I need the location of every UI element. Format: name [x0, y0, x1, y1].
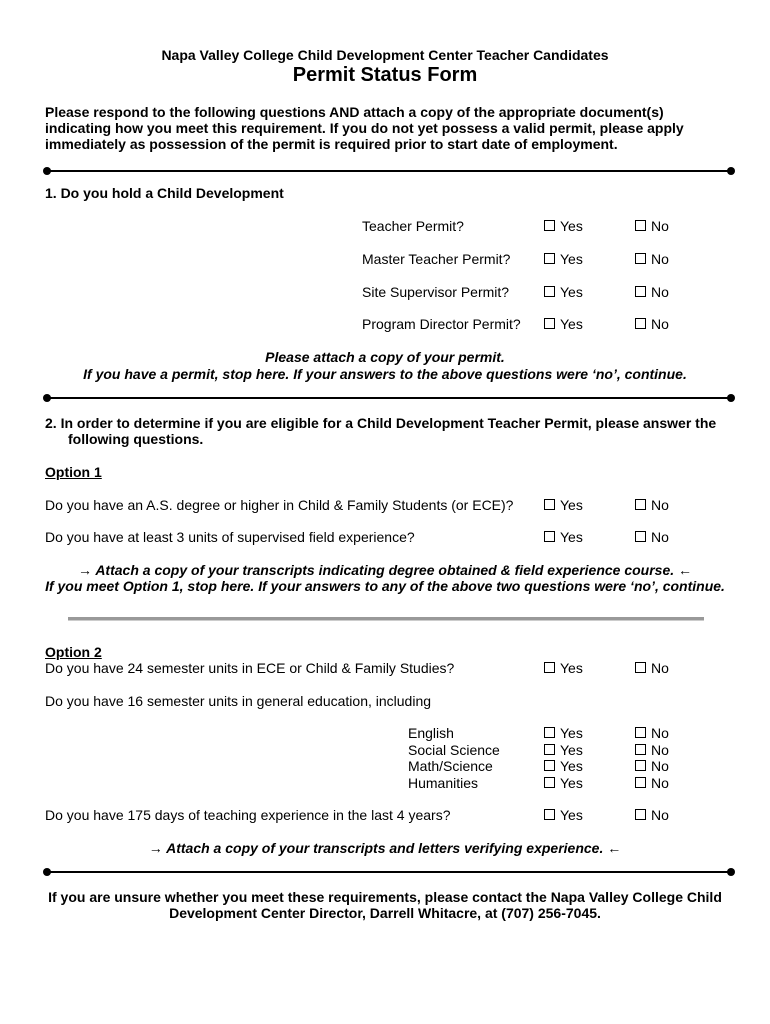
checkbox-icon — [635, 253, 646, 264]
checkbox-icon — [544, 531, 555, 542]
subject-math-science: Math/Science — [408, 758, 493, 774]
footer-line-1: If you are unsure whether you meet these requirements, please contact the Napa Valley College Child — [48, 889, 722, 905]
option1-q-field-experience: Do you have at least 3 units of supervised field experience? — [45, 529, 415, 545]
q1-director-yes[interactable]: Yes — [544, 316, 583, 332]
checkbox-icon — [635, 809, 646, 820]
q1-note-stop: If you have a permit, stop here. If your answers to the above questions were ‘no’, continue. — [83, 366, 687, 382]
q1-director-no[interactable]: No — [635, 316, 669, 332]
checkbox-icon — [544, 744, 555, 755]
option2-units-yes[interactable]: Yes — [544, 660, 583, 676]
divider — [47, 170, 731, 172]
math-science-yes[interactable]: Yes — [544, 758, 583, 774]
checkbox-icon — [635, 286, 646, 297]
q1-site-supervisor-permit: Site Supervisor Permit? — [362, 284, 510, 300]
q1-note-attach: Please attach a copy of your permit. — [265, 349, 505, 365]
option2-units-no[interactable]: No — [635, 660, 669, 676]
option1-note-attach: → Attach a copy of your transcripts indicating degree obtained & field experience course. ← — [77, 562, 693, 578]
intro-line-1: Please respond to the following questions AND attach a copy of the appropriate document(s) — [45, 104, 664, 120]
q1-master-teacher-permit: Master Teacher Permit? — [362, 251, 511, 267]
option2-q-days: Do you have 175 days of teaching experience in the last 4 years? — [45, 807, 451, 823]
q2-heading-line-1: 2. In order to determine if you are eligible for a Child Development Teacher Permit, please answer the — [45, 415, 717, 431]
q1-teacher-permit: Teacher Permit? — [362, 218, 464, 234]
section-separator — [68, 617, 704, 621]
q1-site-no[interactable]: No — [635, 284, 669, 300]
checkbox-icon — [544, 727, 555, 738]
checkbox-icon — [544, 286, 555, 297]
divider — [47, 871, 731, 873]
option2-note-attach: → Attach a copy of your transcripts and letters verifying experience. ← — [148, 840, 622, 856]
option1-degree-yes[interactable]: Yes — [544, 497, 583, 513]
checkbox-icon — [635, 318, 646, 329]
divider — [47, 397, 731, 399]
intro-line-3: immediately as possession of the permit is required prior to start date of employment. — [45, 136, 618, 152]
q2-heading-line-2: following questions. — [68, 431, 204, 447]
checkbox-icon — [544, 777, 555, 788]
q1-site-yes[interactable]: Yes — [544, 284, 583, 300]
option1-note-stop: If you meet Option 1, stop here. If your answers to any of the above two questions were ‘no’, continue. — [45, 578, 725, 594]
q1-teacher-yes[interactable]: Yes — [544, 218, 583, 234]
option-1-label: Option 1 — [45, 464, 102, 480]
checkbox-icon — [544, 318, 555, 329]
checkbox-icon — [544, 253, 555, 264]
q1-master-no[interactable]: No — [635, 251, 669, 267]
option2-days-no[interactable]: No — [635, 807, 669, 823]
checkbox-icon — [635, 662, 646, 673]
option2-q-gened: Do you have 16 semester units in general education, including — [45, 693, 432, 709]
checkbox-icon — [544, 220, 555, 231]
org-line: Napa Valley College Child Development Center Teacher Candidates — [161, 47, 609, 63]
humanities-yes[interactable]: Yes — [544, 775, 583, 791]
option1-field-yes[interactable]: Yes — [544, 529, 583, 545]
checkbox-icon — [635, 220, 646, 231]
checkbox-icon — [544, 499, 555, 510]
page-title: Permit Status Form — [292, 64, 478, 86]
english-yes[interactable]: Yes — [544, 725, 583, 741]
intro-line-2: indicating how you meet this requirement. If you do not yet possess a valid permit, please apply — [45, 120, 684, 136]
option1-degree-no[interactable]: No — [635, 497, 669, 513]
option1-q-degree: Do you have an A.S. degree or higher in Child & Family Students (or ECE)? — [45, 497, 514, 513]
social-science-yes[interactable]: Yes — [544, 742, 583, 758]
option2-q-units: Do you have 24 semester units in ECE or Child & Family Studies? — [45, 660, 455, 676]
subject-humanities: Humanities — [408, 775, 479, 791]
q1-teacher-no[interactable]: No — [635, 218, 669, 234]
checkbox-icon — [635, 499, 646, 510]
checkbox-icon — [544, 760, 555, 771]
checkbox-icon — [635, 760, 646, 771]
q1-master-yes[interactable]: Yes — [544, 251, 583, 267]
q1-heading: 1. Do you hold a Child Development — [45, 185, 284, 201]
english-no[interactable]: No — [635, 725, 669, 741]
option1-field-no[interactable]: No — [635, 529, 669, 545]
q1-program-director-permit: Program Director Permit? — [362, 316, 521, 332]
math-science-no[interactable]: No — [635, 758, 669, 774]
subject-english: English — [408, 725, 454, 741]
option2-days-yes[interactable]: Yes — [544, 807, 583, 823]
checkbox-icon — [544, 809, 555, 820]
subject-social-science: Social Science — [408, 742, 500, 758]
checkbox-icon — [635, 531, 646, 542]
checkbox-icon — [635, 777, 646, 788]
option-2-label: Option 2 — [45, 644, 102, 660]
checkbox-icon — [544, 662, 555, 673]
checkbox-icon — [635, 727, 646, 738]
checkbox-icon — [635, 744, 646, 755]
social-science-no[interactable]: No — [635, 742, 669, 758]
humanities-no[interactable]: No — [635, 775, 669, 791]
footer-line-2: Development Center Director, Darrell Whitacre, at (707) 256-7045. — [169, 905, 601, 921]
